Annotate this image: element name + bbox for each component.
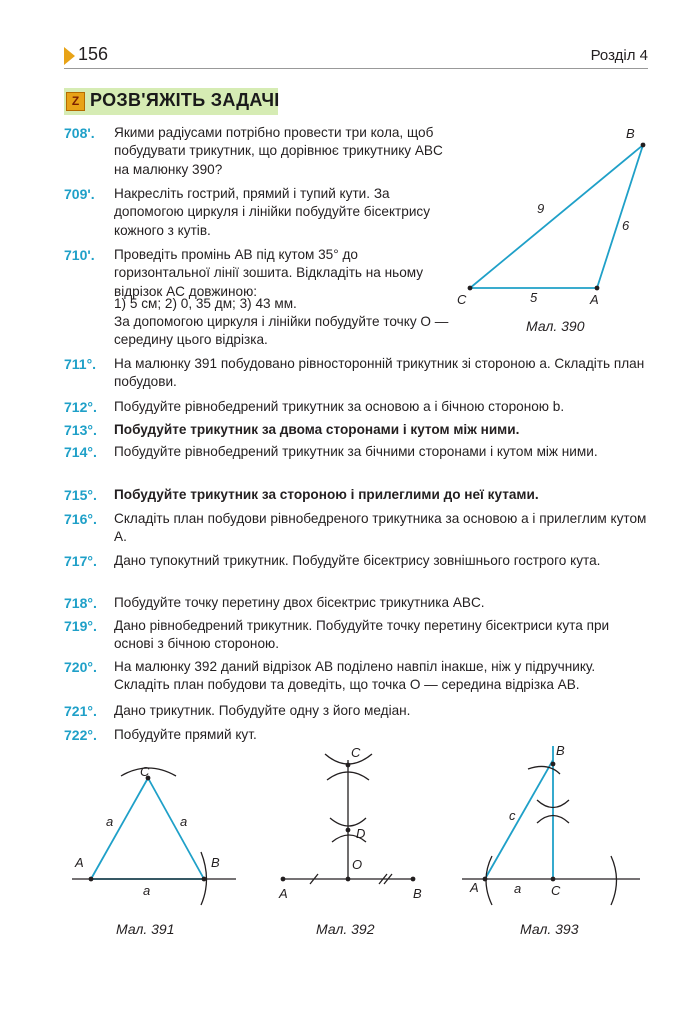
fig392-label-b: B bbox=[413, 886, 422, 901]
task-text: За допомогою циркуля і лінійки побудуйте точку O — середину цього відрізка. bbox=[114, 314, 449, 348]
task-text: Накресліть гострий, прямий і тупий кути. За допомогою циркуля і лінійки побудуйте бісектрису кожного з кутів. bbox=[114, 186, 431, 238]
task-number: 720°. bbox=[64, 659, 97, 675]
fig393-arc-top bbox=[528, 766, 560, 774]
task-text: Проведіть промінь AB під кутом 35° до горизонтальної лінії зошита. Відкладіть на ньому відрізок AC довжиною: bbox=[114, 247, 424, 299]
task-number: 712°. bbox=[64, 399, 97, 415]
fig393-label-b: B bbox=[556, 743, 565, 758]
fig390-label-a: A bbox=[590, 292, 599, 307]
fig391-side-base-label: a bbox=[143, 883, 151, 898]
tasks-title: РОЗВ'ЯЖІТЬ ЗАДАЧІ bbox=[90, 90, 280, 110]
page-number: 156 bbox=[78, 44, 109, 64]
fig391-caption: Мал. 391 bbox=[116, 921, 175, 937]
fig390-label-9: 9 bbox=[537, 201, 545, 216]
task-number: 710'. bbox=[64, 247, 95, 263]
task-number: 715°. bbox=[64, 487, 97, 503]
fig391-side-left bbox=[91, 778, 148, 879]
fig390-caption: Мал. 390 bbox=[526, 318, 585, 334]
fig393-side-c bbox=[485, 760, 553, 879]
fig392-point-d bbox=[346, 828, 351, 833]
fig391-label-c: C bbox=[140, 764, 150, 779]
fig391-label-b: B bbox=[211, 855, 220, 870]
fig392-point-o bbox=[346, 877, 351, 882]
task-number: 711°. bbox=[64, 356, 97, 372]
fig391-side-right-label: a bbox=[180, 814, 188, 829]
task-text: Побудуйте точку перетину двох бісектрис трикутника ABC. bbox=[114, 595, 485, 610]
task-text: На малюнку 391 побудовано рівносторонній трикутник зі стороною a. Складіть план побудови. bbox=[114, 356, 645, 390]
task-text: Побудуйте рівнобедрений трикутник за бічними сторонами і кутом між ними. bbox=[114, 444, 598, 459]
fig392-label-d: D bbox=[356, 826, 366, 841]
task-number: 713°. bbox=[64, 422, 97, 438]
task-text: Складіть план побудови рівнобедреного трикутника за основою a і прилеглим кутом A. bbox=[114, 511, 647, 545]
task-number: 709'. bbox=[64, 186, 95, 202]
task-text: 1) 5 см; 2) 0, 35 дм; 3) 43 мм. bbox=[114, 296, 297, 311]
fig392-point-a bbox=[281, 877, 286, 882]
fig393-arc-b bbox=[611, 856, 617, 905]
task-text: Дано рівнобедрений трикутник. Побудуйте точку перетину бісектриси кута при основі з бічною стороною. bbox=[114, 618, 610, 652]
fig393-point-c bbox=[551, 877, 556, 882]
fig392-point-c bbox=[346, 763, 351, 768]
fig391-side-left-label: a bbox=[106, 814, 114, 829]
task-text: Якими радіусами потрібно провести три кола, щоб побудувати трикутник, що дорівнює трикутнику ABC на малюнку 390? bbox=[114, 125, 443, 177]
task-number: 714°. bbox=[64, 444, 97, 460]
fig392-caption: Мал. 392 bbox=[316, 921, 375, 937]
task-number: 716°. bbox=[64, 511, 97, 527]
task-text: Побудуйте трикутник за стороною і прилеглими до неї кутами. bbox=[114, 487, 539, 502]
task-number: 708'. bbox=[64, 125, 95, 141]
fig393-caption: Мал. 393 bbox=[520, 921, 579, 937]
fig391-label-a: A bbox=[75, 855, 84, 870]
fig391-point-b bbox=[202, 877, 207, 882]
fig393-side-a-label: a bbox=[514, 881, 522, 896]
fig390-point-a bbox=[595, 286, 600, 291]
task-text: На малюнку 392 даний відрізок AB поділено навпіл інакше, ніж у підручнику. Складіть план побудови та доведіть, що точка O — середина відрізка AB. bbox=[114, 659, 596, 693]
task-text: Побудуйте прямий кут. bbox=[114, 727, 257, 742]
fig390-point-c bbox=[468, 286, 473, 291]
fig390-triangle bbox=[470, 145, 643, 288]
fig393-point-b bbox=[551, 762, 556, 767]
fig393-side-c-label: c bbox=[509, 808, 516, 823]
fig392-point-b bbox=[411, 877, 416, 882]
fig393-label-a: A bbox=[470, 880, 479, 895]
fig393-arc-a bbox=[486, 856, 492, 905]
fig393-label-c: C bbox=[551, 883, 561, 898]
fig392-label-o: O bbox=[352, 857, 363, 872]
fig391-point-a bbox=[89, 877, 94, 882]
task-number: 719°. bbox=[64, 618, 97, 634]
task-text: Дано тупокутний трикутник. Побудуйте бісектрису зовнішнього гострого кута. bbox=[114, 553, 601, 568]
fig391-side-right bbox=[148, 778, 204, 879]
task-text: Дано трикутник. Побудуйте одну з його медіан. bbox=[114, 703, 411, 718]
task-text: Побудуйте трикутник за двома сторонами і кутом між ними. bbox=[114, 422, 520, 437]
task-number: 721°. bbox=[64, 703, 97, 719]
task-text: Побудуйте рівнобедрений трикутник за основою a і бічною стороною b. bbox=[114, 399, 565, 414]
task-number: 718°. bbox=[64, 595, 97, 611]
fig390-point-b bbox=[641, 143, 646, 148]
fig392-label-a: A bbox=[279, 886, 288, 901]
fig390-label-c: C bbox=[457, 292, 467, 307]
fig390-label-5: 5 bbox=[530, 290, 538, 305]
task-number: 717°. bbox=[64, 553, 97, 569]
tasks-icon: Z bbox=[66, 92, 85, 111]
fig392-label-c: C bbox=[351, 745, 361, 760]
task-number: 722°. bbox=[64, 727, 97, 743]
fig390-label-6: 6 bbox=[622, 218, 630, 233]
section-title: Розділ 4 bbox=[590, 47, 648, 64]
fig390-label-b: B bbox=[626, 126, 635, 141]
fig393-point-a bbox=[483, 877, 488, 882]
